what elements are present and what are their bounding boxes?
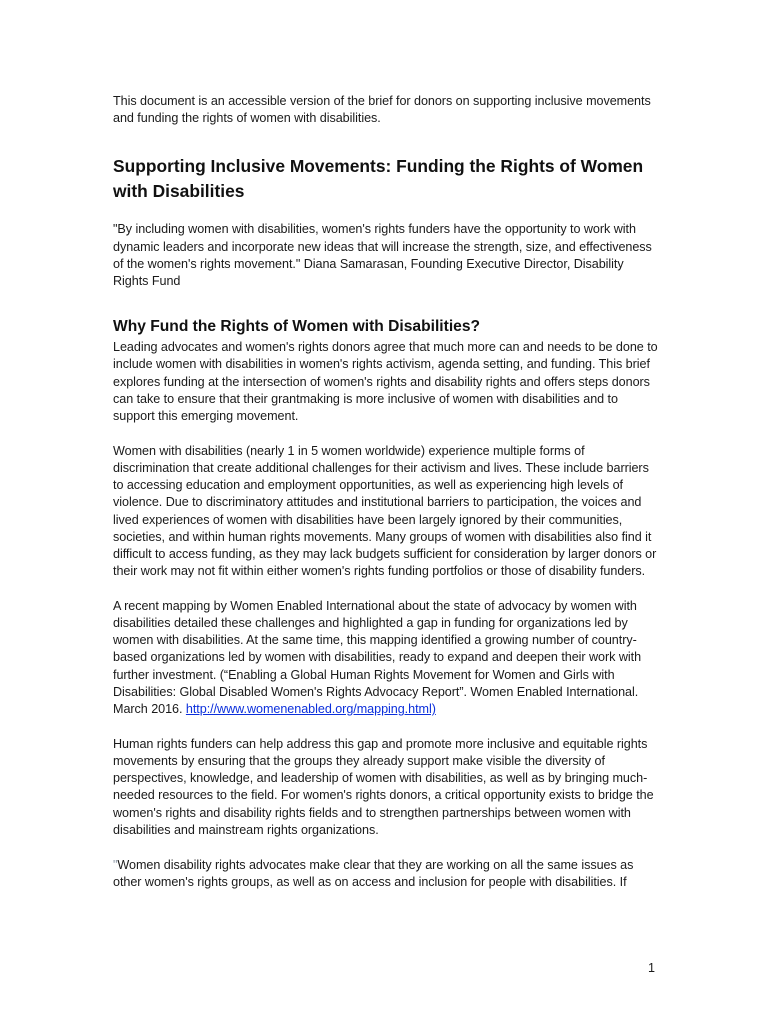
section-heading: Why Fund the Rights of Women with Disabilities?: [113, 318, 481, 336]
quote-mark: ": [113, 857, 118, 872]
opening-quote: "By including women with disabilities, women's rights funders have the opportunity to work with dynamic leaders and incorporate new ideas that will increase the strength, size, and effectiveness of the women's rights movement." Diana Samarasan, Founding Executive Director, Disability Rights Fund: [113, 222, 652, 289]
document-title: Supporting Inclusive Movements: Funding the Rights of Women with Disabilities: [113, 156, 644, 201]
document-body: [113, 93, 658, 891]
closing-quote-text: Women disability rights advocates make clear that they are working on all the same issues as other women's rights groups, as well as on access and inclusion for people with disabilities. If: [113, 857, 634, 889]
closing-quote: [113, 857, 658, 891]
intro-paragraph: This document is an accessible version of the brief for donors on supporting inclusive movements and funding the rights of women with disabilities.: [113, 94, 651, 126]
mapping-text: A recent mapping by Women Enabled International about the state of advocacy by women with disabilities detailed these challenges and highlighted a gap in funding for organizations led by women with disabilities. At the same time, this mapping identified a growing number of country-based organizations led by women with disabilities, ready to expand and deepen their work with further investment. (“Enabling a Global Human Rights Movement for Women and Girls with Disabilities: Global Disabled Women's Rights Advocacy Report”. Women Enabled International. March 2016.: [113, 598, 642, 717]
page-number: 1: [648, 961, 656, 975]
paragraph-human-rights-funders: Human rights funders can help address this gap and promote more inclusive and equitable rights movements by ensuring that the groups they already support make visible the diversity of perspectives, knowledge, and leadership of women with disabilities, as well as by bringing much-needed resources to the field. For women's rights donors, a critical opportunity exists to bridge the women's rights and disability rights fields and to strengthen partnerships between women with disabilities and mainstream rights organizations.: [113, 736, 654, 837]
mapping-report-link[interactable]: http://www.womenenabled.org/mapping.html): [185, 702, 436, 717]
paragraph-leading-advocates: Leading advocates and women's rights donors agree that much more can and needs to be done to include women with disabilities in women's rights activism, agenda setting, and funding. This brief explores funding at the intersection of women's rights and disability rights and offers steps donors can take to ensure that their grantmaking is more inclusive of women with disabilities and to support this emerging movement.: [113, 340, 658, 424]
paragraph-women-with-disabilities: Women with disabilities (nearly 1 in 5 women worldwide) experience multiple forms of discrimination that create additional challenges for their activism and lives. These include barriers to accessing education and employment opportunities, as well as experiencing high levels of violence. Due to discriminatory attitudes and institutional barriers to participation, the voices and lived experiences of women with disabilities have been largely ignored by their communities, societies, and within human rights movements. Many groups of women with disabilities also find it difficult to access funding, as they may lack budgets sufficient for consideration by larger donors or their work may not fit within either women's rights funding portfolios or those of disability funders.: [113, 443, 657, 579]
paragraph-recent-mapping: [113, 598, 658, 718]
